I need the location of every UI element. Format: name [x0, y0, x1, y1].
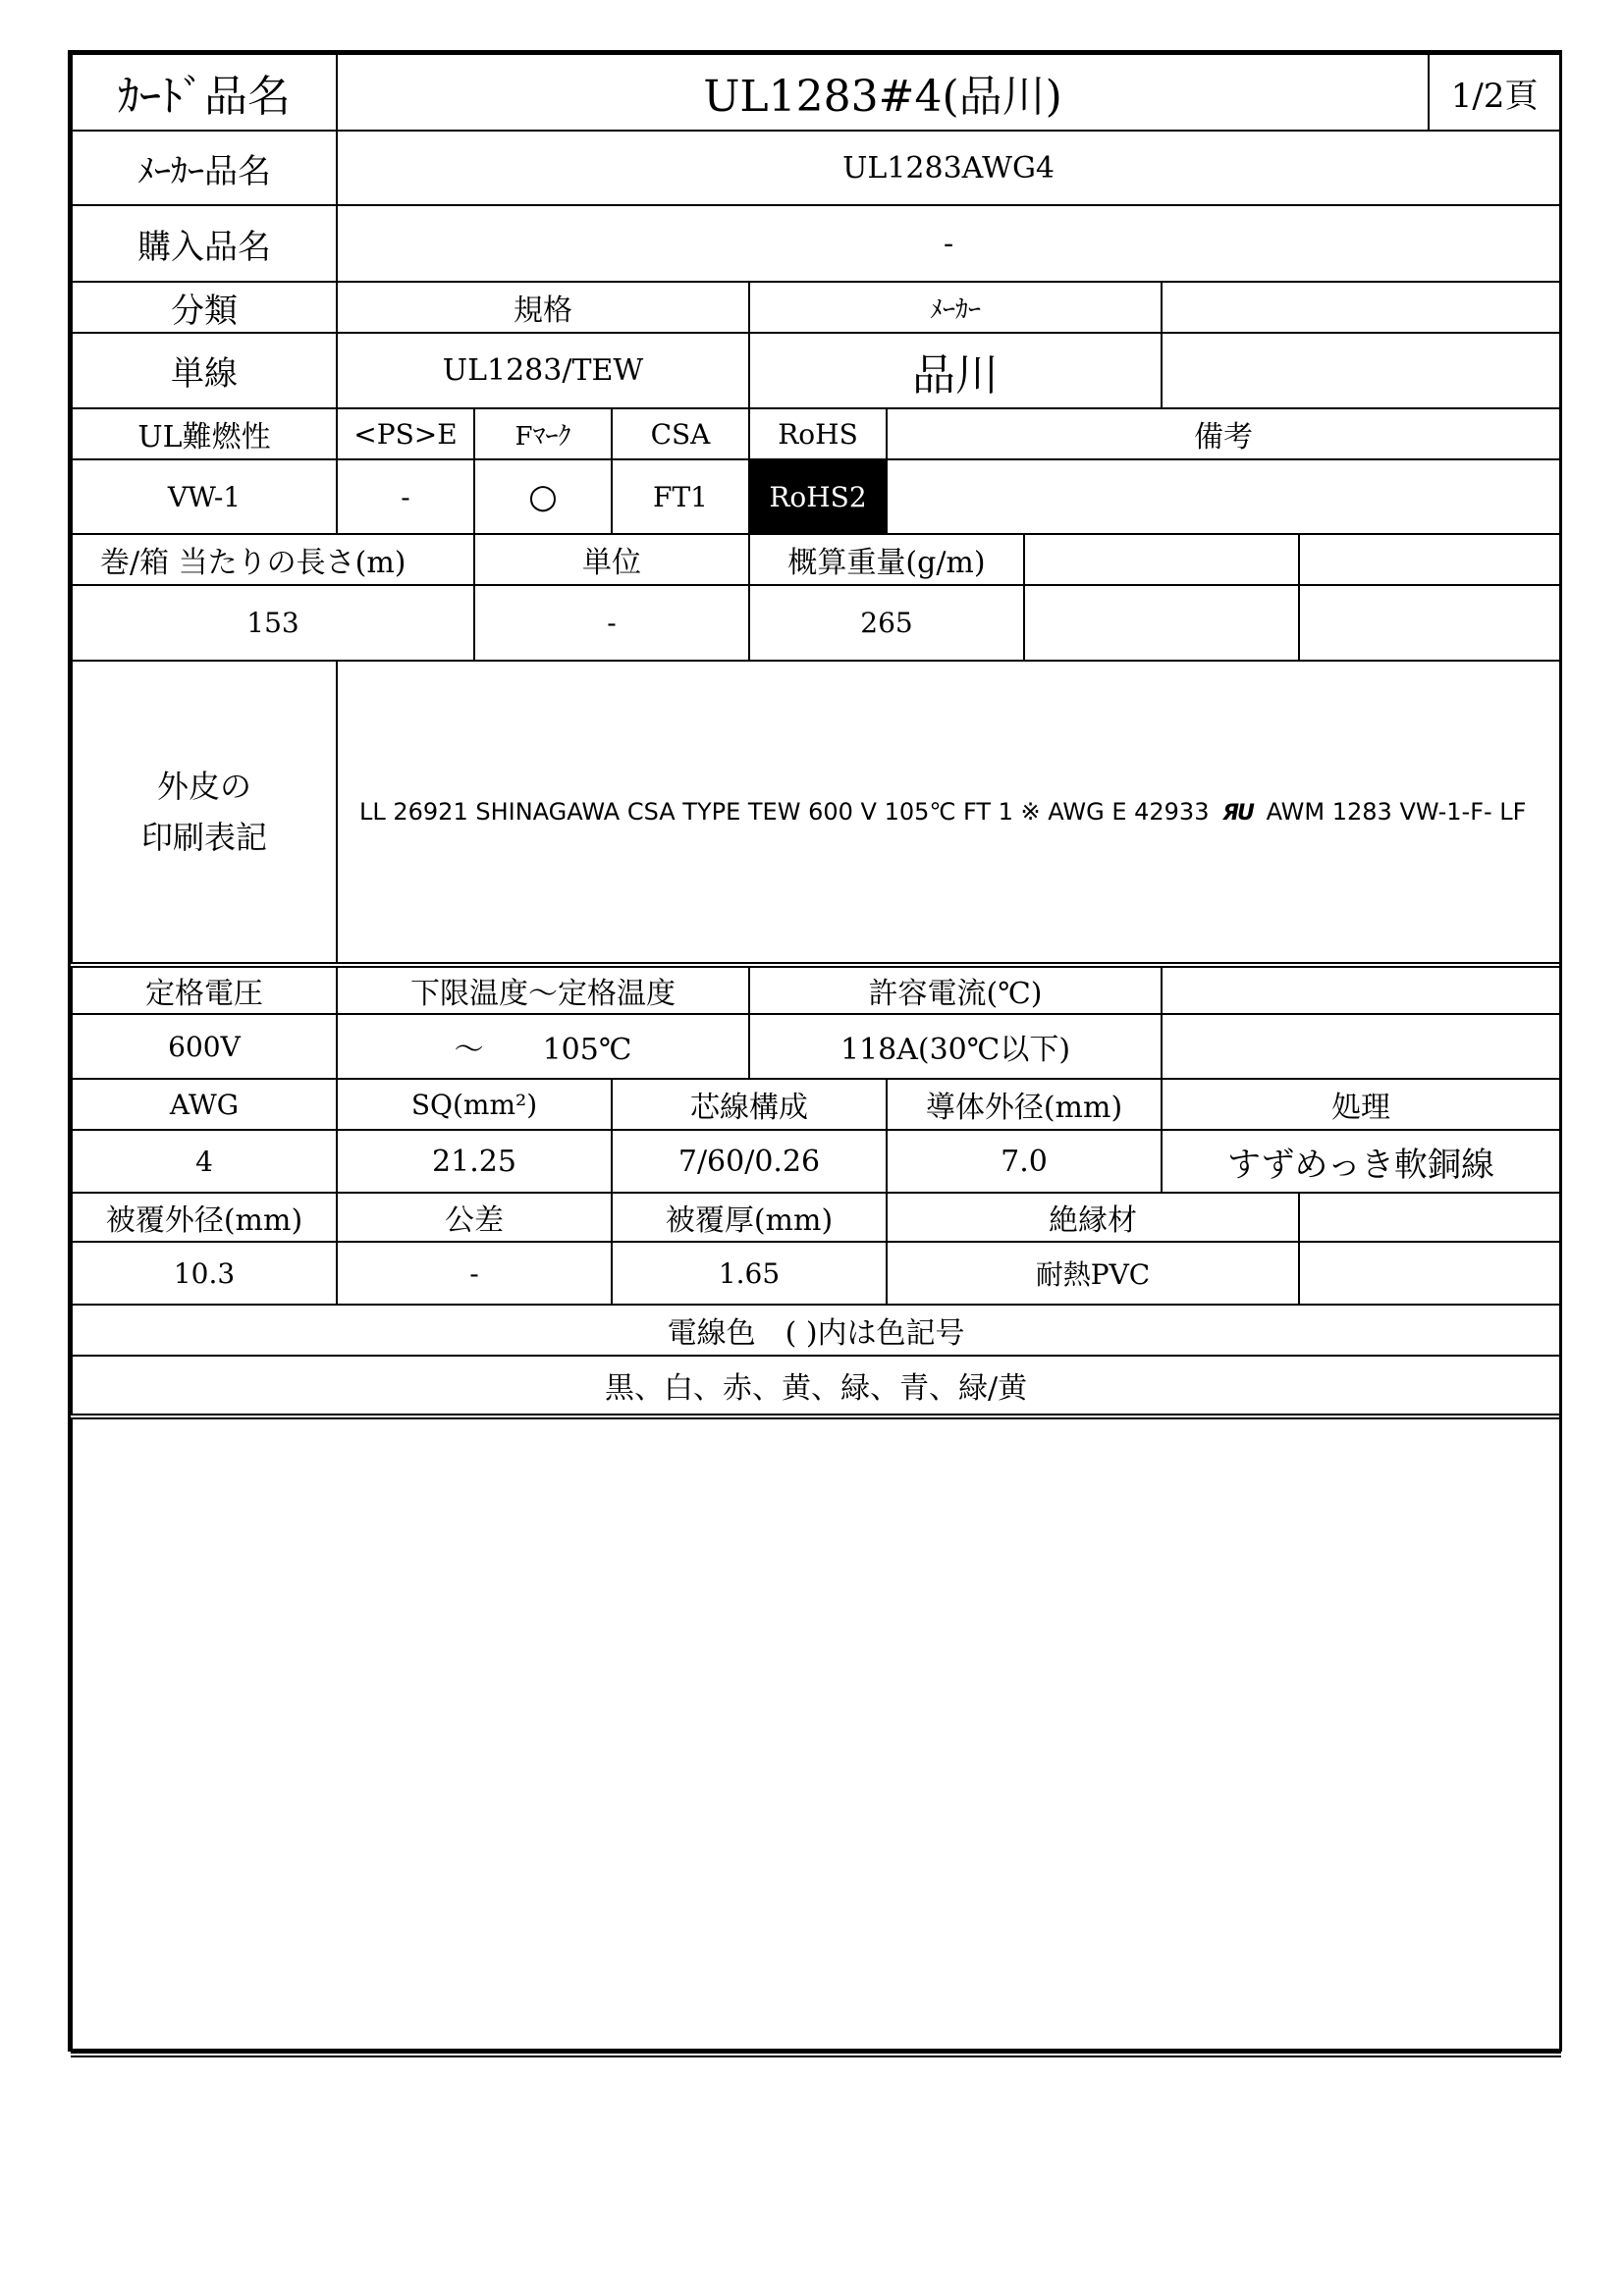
packaging-extra-1-header	[1024, 534, 1299, 585]
rated-voltage-value: 600V	[72, 1014, 337, 1079]
insulation-extra-header	[1299, 1193, 1560, 1242]
ul-flame-value: VW-1	[72, 459, 337, 534]
strand-construction-value: 7/60/0.26	[612, 1130, 887, 1193]
wire-colors-value: 黒、白、赤、黄、緑、青、緑/黄	[72, 1356, 1560, 1416]
conductor-od-value: 7.0	[887, 1130, 1162, 1193]
length-per-reel-value: 153	[72, 585, 474, 661]
sq-label: SQ(mm²)	[337, 1079, 612, 1130]
classification-extra-value	[1162, 333, 1560, 408]
rohs-badge: RoHS2	[749, 459, 887, 534]
awg-label: AWG	[72, 1079, 337, 1130]
unit-value: -	[474, 585, 749, 661]
jacket-print-text	[337, 661, 1560, 965]
spec-table	[71, 53, 1561, 2057]
remarks-label: 備考	[887, 408, 1560, 459]
page-indicator: 1/2頁	[1429, 54, 1560, 131]
insulation-extra-value	[1299, 1242, 1560, 1305]
insulation-thickness-value: 1.65	[612, 1242, 887, 1305]
standard-label: 規格	[337, 282, 749, 333]
conductor-od-label: 導体外径(mm)	[887, 1079, 1162, 1130]
maker-label: ﾒｰｶｰ	[749, 282, 1162, 333]
classification-label: 分類	[72, 282, 337, 333]
electrical-extra-header	[1162, 965, 1560, 1014]
awg-value: 4	[72, 1130, 337, 1193]
classification-extra-header	[1162, 282, 1560, 333]
packaging-extra-2-header	[1299, 534, 1560, 585]
electrical-extra-value	[1162, 1014, 1560, 1079]
classification-value: 単線	[72, 333, 337, 408]
temperature-range-value: ～ 105℃	[337, 1014, 749, 1079]
insulation-material-value: 耐熱PVC	[887, 1242, 1299, 1305]
allowable-current-label: 許容電流(℃)	[749, 965, 1162, 1014]
csa-label: CSA	[612, 408, 749, 459]
insulation-thickness-label: 被覆厚(mm)	[612, 1193, 887, 1242]
jacket-print-text-before: LL 26921 SHINAGAWA CSA TYPE TEW 600 V 105℃ FT 1 ※ AWG E 42933	[359, 798, 1210, 826]
sq-value: 21.25	[337, 1130, 612, 1193]
ul-flame-label: UL難燃性	[72, 408, 337, 459]
spec-card	[68, 50, 1562, 2052]
weight-label: 概算重量(g/m)	[749, 534, 1024, 585]
rated-voltage-label: 定格電圧	[72, 965, 337, 1014]
weight-value: 265	[749, 585, 1024, 661]
strand-construction-label: 芯線構成	[612, 1079, 887, 1130]
length-per-reel-label: 巻/箱 当たりの長さ(m)	[72, 534, 474, 585]
ul-recognized-mark-icon: ЯU	[1222, 801, 1253, 826]
rohs-label: RoHS	[749, 408, 887, 459]
purchase-name-label: 購入品名	[72, 205, 337, 282]
pse-label: <PS>E	[337, 408, 474, 459]
jacket-print-label-line1: 外皮の	[156, 768, 251, 805]
temperature-range-label: 下限温度～定格温度	[337, 965, 749, 1014]
remarks-value	[887, 459, 1560, 534]
jacket-print-label-line2: 印刷表記	[140, 819, 267, 856]
treatment-value: すずめっき軟銅線	[1162, 1130, 1560, 1193]
card-name-label: ｶｰﾄﾞ品名	[72, 54, 337, 131]
unit-label: 単位	[474, 534, 749, 585]
packaging-extra-1-value	[1024, 585, 1299, 661]
tolerance-value: -	[337, 1242, 612, 1305]
maker-name-label: ﾒｰｶｰ品名	[72, 131, 337, 205]
insulation-od-value: 10.3	[72, 1242, 337, 1305]
fmark-value: ○	[474, 459, 612, 534]
notes-area	[72, 1416, 1560, 2055]
maker-name-value: UL1283AWG4	[337, 131, 1560, 205]
treatment-label: 処理	[1162, 1079, 1560, 1130]
fmark-label: Fﾏｰｸ	[474, 408, 612, 459]
wire-colors-label: 電線色 ( )内は色記号	[72, 1305, 1560, 1356]
purchase-name-value: -	[337, 205, 1560, 282]
standard-value: UL1283/TEW	[337, 333, 749, 408]
maker-value: 品川	[749, 333, 1162, 408]
pse-value: -	[337, 459, 474, 534]
jacket-print-text-after: AWM 1283 VW-1-F- LF	[1266, 798, 1527, 826]
tolerance-label: 公差	[337, 1193, 612, 1242]
packaging-extra-2-value	[1299, 585, 1560, 661]
csa-value: FT1	[612, 459, 749, 534]
card-name-value: UL1283#4(品川)	[337, 54, 1429, 131]
allowable-current-value: 118A(30℃以下)	[749, 1014, 1162, 1079]
insulation-material-label: 絶縁材	[887, 1193, 1299, 1242]
jacket-print-label	[72, 661, 337, 965]
insulation-od-label: 被覆外径(mm)	[72, 1193, 337, 1242]
